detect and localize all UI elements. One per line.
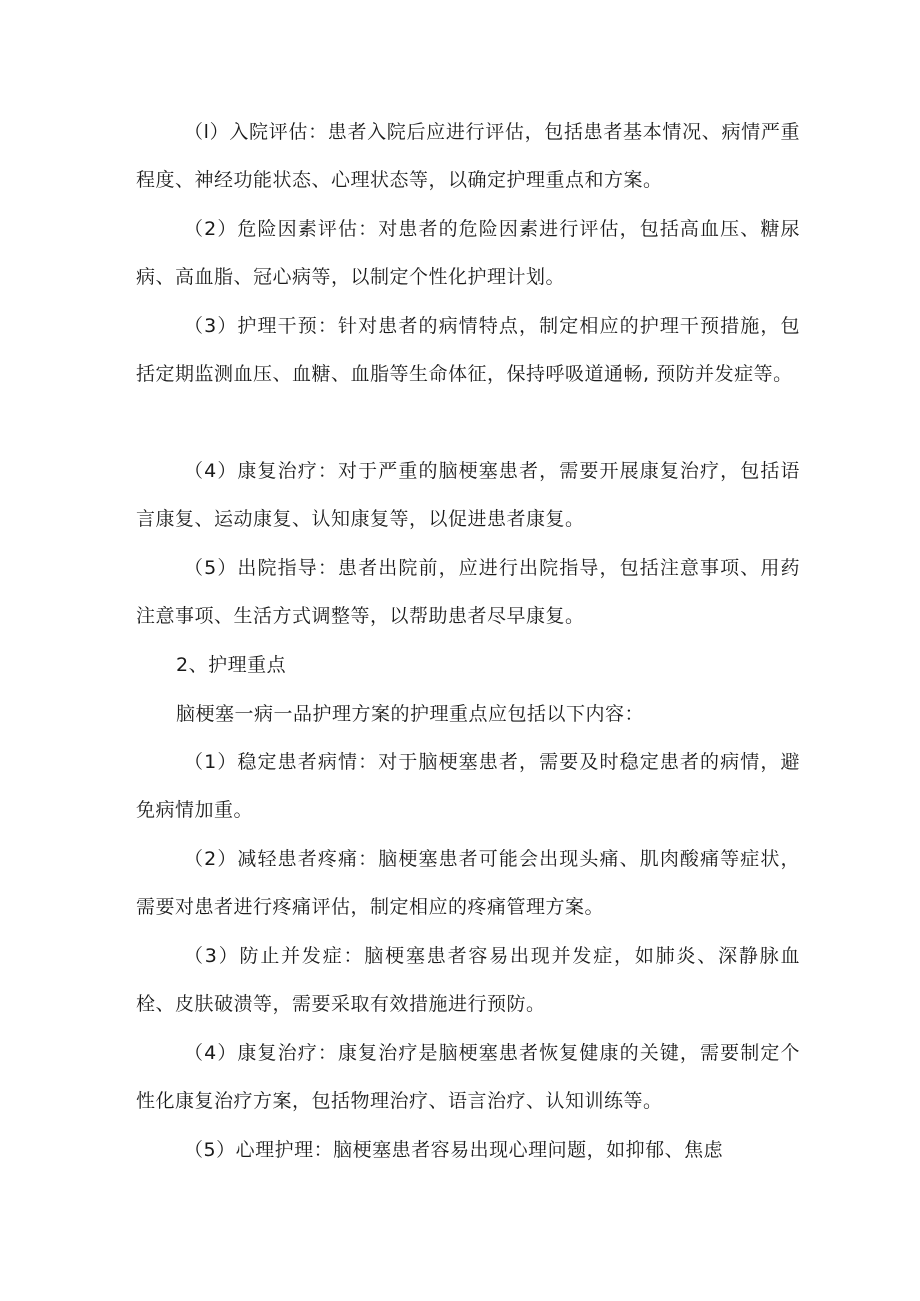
key-point-rehabilitation: （4）康复治疗：康复治疗是脑梗塞患者恢复健康的关键，需要制定个性化康复治疗方案，包括物理治疗、语言治疗、认知训练等。 [136,1042,800,1112]
key-point-psychological: （5）心理护理：脑梗塞患者容易出现心理问题，如抑郁、焦虑 [184,1139,724,1161]
key-point-pain-relief: （2）减轻患者疼痛：脑梗塞患者可能会出现头痛、肌肉酸痛等症状，需要对患者进行疼痛评估，制定相应的疼痛管理方案。 [136,848,800,918]
section-heading: 2、护理重点 [176,654,287,676]
paragraph-rehabilitation: （4）康复治疗：对于严重的脑梗塞患者，需要开展康复治疗，包括语言康复、运动康复、认知康复等，以促进患者康复。 [136,460,800,530]
paragraph-risk-assessment: （2）危险因素评估：对患者的危险因素进行评估，包括高血压、糖尿病、高血脂、冠心病等，以制定个性化护理计划。 [136,218,800,288]
key-point-stabilize: （1）稳定患者病情：对于脑梗塞患者，需要及时稳定患者的病情，避免病情加重。 [136,751,800,821]
paragraph-discharge-guidance: （5）出院指导：患者出院前，应进行出院指导，包括注意事项、用药注意事项、生活方式调整等，以帮助患者尽早康复。 [136,557,800,627]
section-intro: 脑梗塞一病一品护理方案的护理重点应包括以下内容： [176,703,645,725]
paragraph-nursing-intervention: （3）护理干预：针对患者的病情特点，制定相应的护理干预措施，包括定期监测血压、血糖、血脂等生命体征，保持呼吸道通畅, 预防并发症等。 [136,315,800,385]
paragraph-admission-assessment: （l）入院评估：患者入院后应进行评估，包括患者基本情况、病情严重程度、神经功能状态、心理状态等，以确定护理重点和方案。 [136,121,800,191]
key-point-complications: （3）防止并发症：脑梗塞患者容易出现并发症，如肺炎、深静脉血栓、皮肤破溃等，需要采取有效措施进行预防。 [136,945,800,1015]
